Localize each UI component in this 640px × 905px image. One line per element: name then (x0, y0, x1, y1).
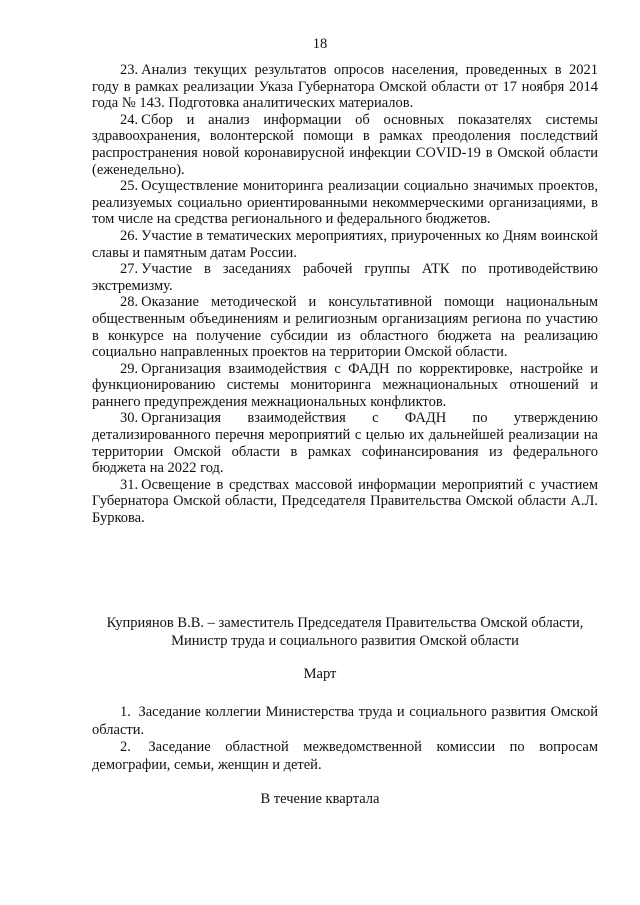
responsible-person (92, 615, 598, 650)
list-item (92, 112, 598, 178)
quarter-heading: В течение квартала (260, 791, 380, 807)
responsible-person-line-1: Куприянов В.В. – заместитель Председателя Правительства Омской области, (106, 615, 584, 631)
march-items-list (92, 704, 598, 774)
item-text: Организация взаимодействия с ФАДН по корректировке, настройке и функционированию системы мониторинга межнациональных отношений и раннего предупреждения межнациональных конфликтов. (92, 360, 598, 410)
item-number: 29. (120, 360, 139, 377)
item-text: Заседание коллегии Министерства труда и социального развития Омской области. (92, 704, 598, 738)
item-number: 25. (120, 178, 139, 195)
plan-items-list (92, 62, 598, 527)
list-item (92, 178, 598, 228)
list-item (92, 228, 598, 261)
list-item (92, 294, 598, 360)
list-item (92, 477, 598, 527)
list-item (92, 62, 598, 112)
item-number: 2. (120, 739, 131, 755)
item-number: 30. (120, 410, 139, 427)
item-text: Участие в тематических мероприятиях, приуроченных ко Дням воинской славы и памятным датам России. (92, 227, 598, 261)
list-item (92, 704, 598, 739)
list-item (92, 739, 598, 774)
page-number: 18 (312, 36, 328, 52)
item-text: Сбор и анализ информации об основных показателях системы здравоохранения, волонтерской помощи в рамках преодоления последствий распространения новой коронавирусной инфекции COVID-19 в Омской области (еженедельно). (92, 111, 598, 178)
list-item (92, 361, 598, 411)
item-number: 24. (120, 111, 139, 128)
list-item (92, 410, 598, 476)
item-text: Заседание областной межведомственной комиссии по вопросам демографии, семьи, женщин и детей. (92, 739, 598, 773)
month-heading: Март (303, 666, 337, 682)
item-text: Осуществление мониторинга реализации социально значимых проектов, реализуемых социально ориентированными некоммерческими организациями, в том числе на средства регионального и федерального бюджетов. (92, 178, 598, 228)
item-text: Участие в заседаниях рабочей группы АТК по противодействию экстремизму. (92, 261, 598, 294)
item-text: Организация взаимодействия с ФАДН по утверждению детализированного перечня мероприятий с целью их дальнейшей реализации на территории Омской области в рамках софинансирования из федерального бюджета на 2022 год. (92, 410, 598, 477)
list-item (92, 261, 598, 294)
item-number: 1. (120, 704, 131, 720)
item-number: 28. (120, 294, 139, 311)
item-number: 23. (120, 62, 139, 78)
item-number: 27. (120, 261, 139, 278)
item-text: Освещение в средствах массовой информации мероприятий с участием Губернатора Омской области, Председателя Правительства Омской области А.Л. Буркова. (92, 476, 598, 527)
item-text: Оказание методической и консультативной помощи национальным общественным объединениям и религиозным организациям региона по участию в конкурсе на получение субсидии из областного бюджета на реализацию социально направленных проектов на территории Омской области. (92, 294, 598, 361)
item-number: 31. (120, 476, 139, 493)
responsible-person-line-2: Министр труда и социального развития Омской области (171, 632, 519, 649)
item-text: Анализ текущих результатов опросов населения, проведенных в 2021 году в рамках реализации Указа Губернатора Омской области от 17 ноября 2014 года № 143. Подготовка аналитических материалов. (92, 62, 598, 112)
item-number: 26. (120, 227, 139, 244)
